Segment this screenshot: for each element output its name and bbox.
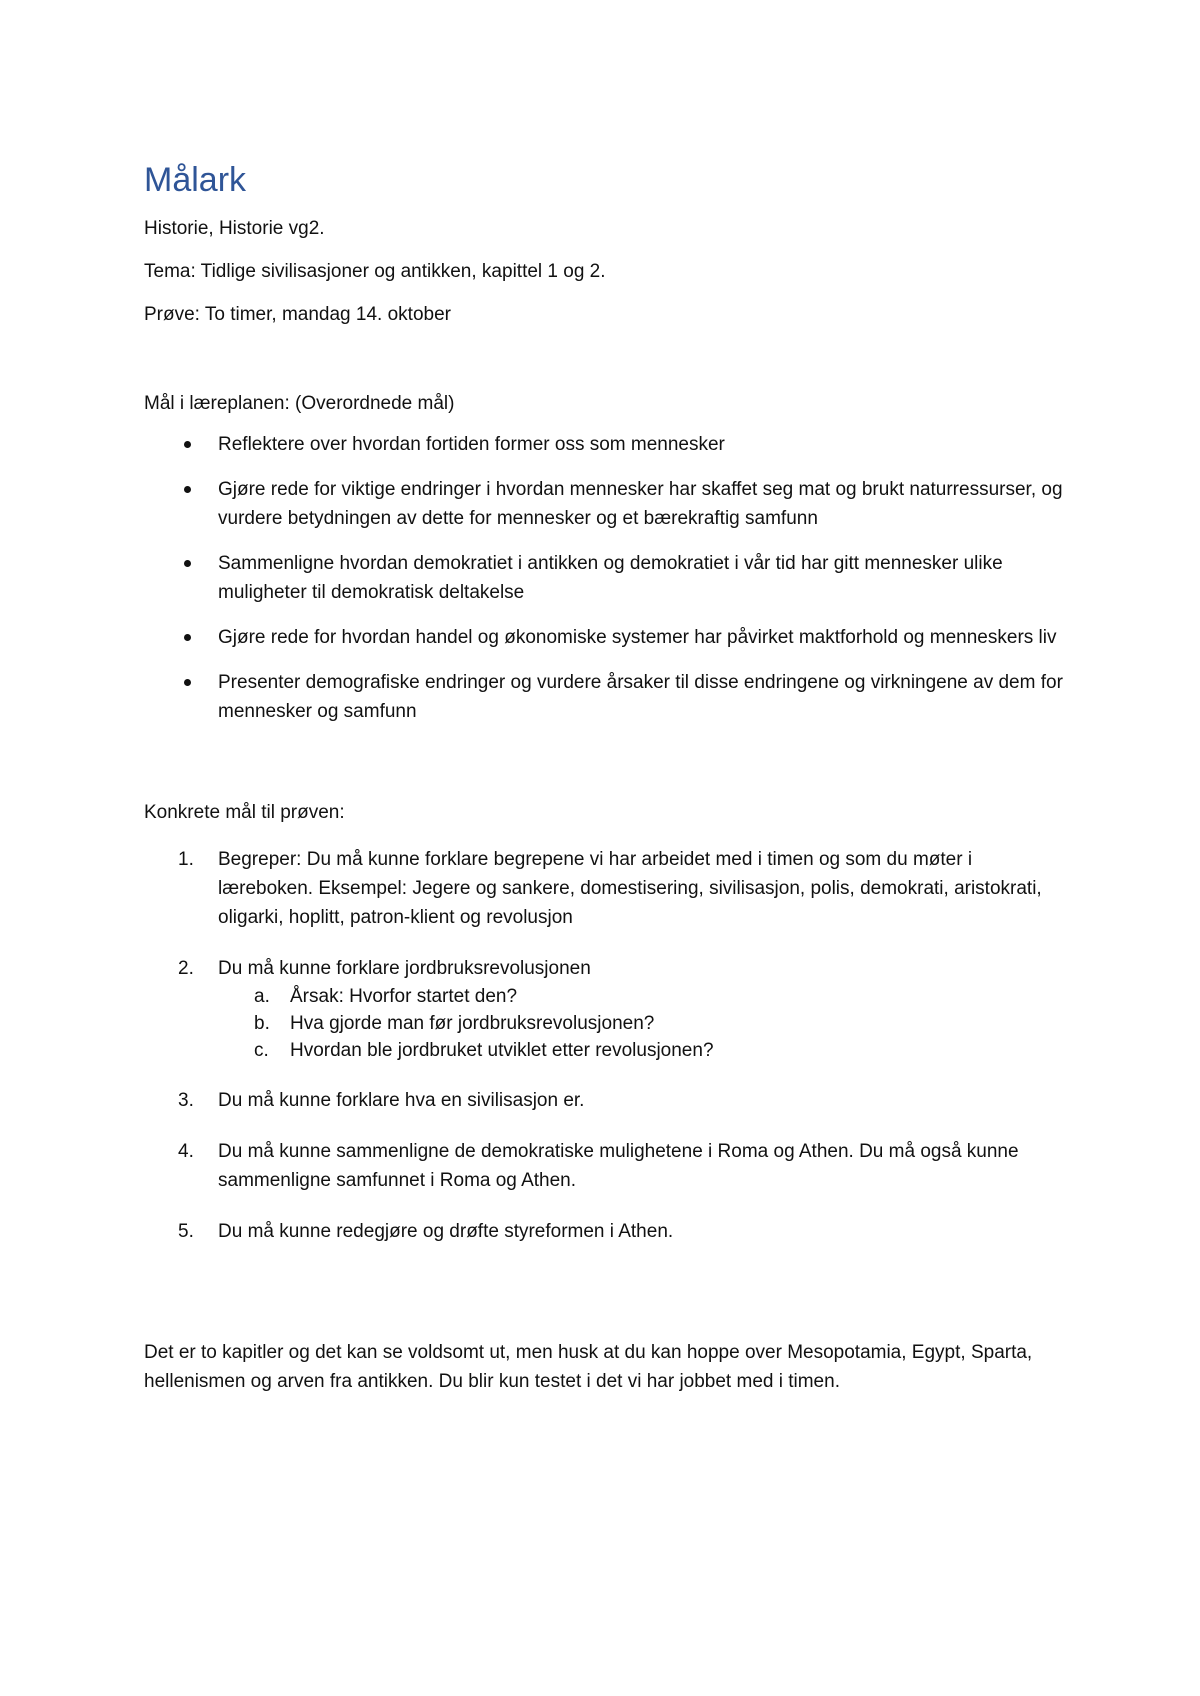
bullet-icon (184, 560, 191, 567)
list-number: 2. (178, 958, 194, 979)
curriculum-heading: Mål i læreplanen: (Overordnede mål) (144, 393, 455, 414)
list-item (144, 549, 1064, 607)
sub-list-item (144, 1010, 1064, 1037)
list-number: 4. (178, 1141, 194, 1162)
curriculum-goal-text: Sammenligne hvordan demokratiet i antikken og demokratiet i vår tid har gitt mennesker ulike muligheter til demokratisk deltakelse (218, 553, 1003, 603)
concrete-goal-text: Begreper: Du må kunne forklare begrepene vi har arbeidet med i timen og som du møter i læreboken. Eksempel: Jegere og sankere, domestisering, sivilisasjon, polis, demokrati, aristokrati, oligarki, hoplitt, patron-klient og revolusjon (218, 849, 1042, 928)
sub-list-letter: a. (254, 986, 270, 1007)
concrete-goal-text: Du må kunne forklare hva en sivilisasjon er. (218, 1090, 585, 1111)
sub-list-letter: b. (254, 1013, 270, 1034)
list-item (144, 475, 1064, 533)
document-page (144, 160, 1064, 1412)
concrete-goal-text: Du må kunne sammenligne de demokratiske mulighetene i Roma og Athen. Du må også kunne sammenligne samfunnet i Roma og Athen. (218, 1141, 1019, 1191)
spacer (144, 1268, 1064, 1338)
list-item (144, 1137, 1064, 1195)
bullet-icon (184, 634, 191, 641)
theme-line: Tema: Tidlige sivilisasjoner og antikken, kapittel 1 og 2. (144, 261, 606, 282)
curriculum-goal-text: Presenter demografiske endringer og vurdere årsaker til disse endringene og virkningene av dem for mennesker og samfunn (218, 672, 1063, 722)
list-item (144, 845, 1064, 932)
concrete-goal-text: Du må kunne redegjøre og drøfte styreformen i Athen. (218, 1221, 674, 1242)
curriculum-goals-list (144, 430, 1064, 726)
list-item (144, 623, 1064, 652)
curriculum-goal-text: Gjøre rede for hvordan handel og økonomiske systemer har påvirket maktforhold og menneskers liv (218, 627, 1057, 648)
list-item (144, 668, 1064, 726)
closing-note: Det er to kapitler og det kan se voldsomt ut, men husk at du kan hoppe over Mesopotamia, Egypt, Sparta, hellenismen og arven fra antikken. Du blir kun testet i det vi har jobbet med i timen. (144, 1342, 1033, 1392)
bullet-icon (184, 679, 191, 686)
list-number: 5. (178, 1221, 194, 1242)
list-item (144, 1086, 1064, 1115)
spacer (144, 345, 1064, 389)
list-item (144, 1217, 1064, 1246)
sub-goal-text: Hvordan ble jordbruket utviklet etter revolusjonen? (290, 1040, 714, 1061)
subject-line: Historie, Historie vg2. (144, 218, 325, 239)
concrete-goal-text: Du må kunne forklare jordbruksrevolusjonen (218, 958, 591, 979)
curriculum-goal-text: Gjøre rede for viktige endringer i hvordan mennesker har skaffet seg mat og brukt naturressurser, og vurdere betydningen av dette for mennesker og et bærekraftig samfunn (218, 479, 1063, 529)
sub-goal-text: Årsak: Hvorfor startet den? (290, 986, 518, 1007)
list-number: 3. (178, 1090, 194, 1111)
concrete-heading: Konkrete mål til prøven: (144, 802, 345, 823)
list-item (144, 954, 1064, 1064)
sub-list (144, 983, 1064, 1064)
spacer (144, 742, 1064, 798)
bullet-icon (184, 441, 191, 448)
sub-goal-text: Hva gjorde man før jordbruksrevolusjonen? (290, 1013, 655, 1034)
sub-list-item (144, 1037, 1064, 1064)
list-number: 1. (178, 849, 194, 870)
sub-list-item (144, 983, 1064, 1010)
exam-line: Prøve: To timer, mandag 14. oktober (144, 304, 451, 325)
bullet-icon (184, 486, 191, 493)
list-item (144, 430, 1064, 459)
concrete-goals-list (144, 845, 1064, 1246)
sub-list-letter: c. (254, 1040, 269, 1061)
curriculum-goal-text: Reflektere over hvordan fortiden former oss som mennesker (218, 434, 725, 455)
document-title: Målark (144, 161, 247, 199)
